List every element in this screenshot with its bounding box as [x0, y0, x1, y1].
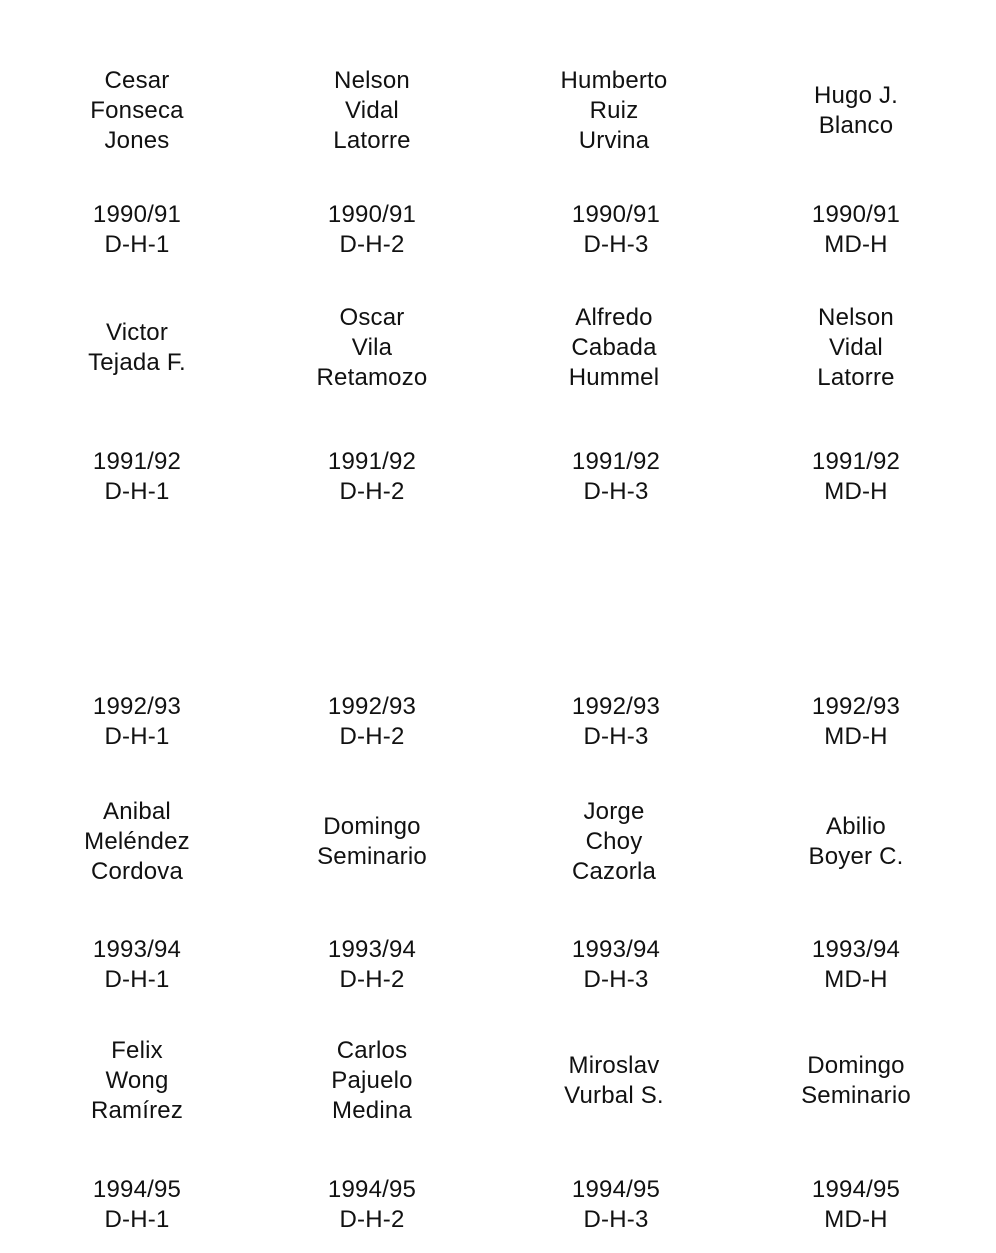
player-name-line: Latorre — [333, 127, 411, 154]
player-name — [746, 812, 966, 872]
division-text: D-H-3 — [583, 1206, 649, 1233]
season-text: 1994/95 — [92, 1176, 182, 1203]
player-name-line: Medina — [332, 1097, 412, 1124]
player-name-line: Seminario — [801, 1082, 911, 1109]
division-text: D-H-1 — [104, 966, 170, 993]
season-text: 1991/92 — [327, 448, 417, 475]
division-text: D-H-3 — [583, 478, 649, 505]
player-name-line: Vidal — [829, 334, 883, 361]
player-name-line: Carlos — [336, 1037, 408, 1064]
season-division-label — [506, 692, 726, 752]
player-name-line: Wong — [105, 1067, 169, 1094]
season-division-label — [27, 692, 247, 752]
division-text: MD-H — [824, 1206, 888, 1233]
player-name — [262, 812, 482, 872]
division-text: D-H-2 — [339, 1206, 405, 1233]
player-name-line: Nelson — [818, 304, 894, 331]
player-name — [27, 1036, 247, 1126]
division-text: D-H-1 — [104, 1206, 170, 1233]
season-division-label — [746, 935, 966, 995]
season-division-label — [506, 447, 726, 507]
season-division-label — [746, 447, 966, 507]
season-division-label — [27, 935, 247, 995]
season-division-label — [746, 1175, 966, 1235]
player-name-line: Abilio — [826, 813, 886, 840]
season-text: 1990/91 — [327, 201, 417, 228]
season-text: 1993/94 — [327, 936, 417, 963]
division-text: MD-H — [824, 478, 888, 505]
season-division-label — [27, 200, 247, 260]
season-text: 1991/92 — [92, 448, 182, 475]
player-name — [746, 1051, 966, 1111]
division-text: D-H-2 — [339, 966, 405, 993]
player-name-line: Vurbal S. — [564, 1082, 664, 1109]
season-text: 1991/92 — [811, 448, 901, 475]
season-text: 1993/94 — [811, 936, 901, 963]
player-name-line: Cesar — [104, 67, 170, 94]
player-name — [746, 303, 966, 393]
division-text: MD-H — [824, 966, 888, 993]
season-text: 1993/94 — [571, 936, 661, 963]
player-name-line: Retamozo — [316, 364, 428, 391]
player-name-line: Domingo — [323, 813, 421, 840]
season-text: 1994/95 — [327, 1176, 417, 1203]
player-name — [504, 66, 724, 156]
season-division-label — [746, 692, 966, 752]
player-name-line: Anibal — [103, 798, 171, 825]
division-text: D-H-3 — [583, 231, 649, 258]
player-name-line: Jones — [104, 127, 170, 154]
player-name-line: Oscar — [339, 304, 405, 331]
division-text: MD-H — [824, 723, 888, 750]
division-text: D-H-3 — [583, 966, 649, 993]
player-name-line: Meléndez — [84, 828, 190, 855]
player-name-line: Tejada F. — [88, 349, 186, 376]
season-division-label — [506, 935, 726, 995]
division-text: D-H-2 — [339, 723, 405, 750]
player-name — [27, 318, 247, 378]
division-text: D-H-1 — [104, 478, 170, 505]
player-name-line: Vidal — [345, 97, 399, 124]
player-name-line: Ramírez — [90, 1097, 184, 1124]
player-name-line: Victor — [105, 319, 169, 346]
player-name-line: Vila — [351, 334, 393, 361]
player-name-line: Alfredo — [575, 304, 653, 331]
player-name — [504, 303, 724, 393]
player-name-line: Cabada — [571, 334, 657, 361]
player-name — [27, 66, 247, 156]
division-text: D-H-1 — [104, 231, 170, 258]
player-name-line: Humberto — [560, 67, 668, 94]
player-name-line: Cordova — [90, 858, 184, 885]
player-name-line: Jorge — [583, 798, 645, 825]
season-text: 1991/92 — [571, 448, 661, 475]
player-name-line: Pajuelo — [331, 1067, 413, 1094]
player-name-line: Seminario — [317, 843, 427, 870]
division-text: D-H-2 — [339, 478, 405, 505]
season-text: 1993/94 — [92, 936, 182, 963]
player-name-line: Domingo — [807, 1052, 905, 1079]
season-text: 1990/91 — [811, 201, 901, 228]
division-text: MD-H — [824, 231, 888, 258]
season-text: 1990/91 — [571, 201, 661, 228]
season-text: 1992/93 — [811, 693, 901, 720]
player-name-line: Blanco — [818, 112, 894, 139]
player-name — [746, 81, 966, 141]
season-division-label — [506, 1175, 726, 1235]
season-text: 1992/93 — [327, 693, 417, 720]
player-name-line: Choy — [585, 828, 643, 855]
season-division-label — [262, 447, 482, 507]
season-text: 1994/95 — [571, 1176, 661, 1203]
season-division-label — [262, 1175, 482, 1235]
season-text: 1994/95 — [811, 1176, 901, 1203]
player-name-line: Hugo J. — [813, 82, 899, 109]
season-division-label — [746, 200, 966, 260]
season-text: 1992/93 — [92, 693, 182, 720]
season-division-label — [262, 200, 482, 260]
player-name-line: Cazorla — [571, 858, 657, 885]
division-text: D-H-3 — [583, 723, 649, 750]
season-division-label — [262, 692, 482, 752]
division-text: D-H-2 — [339, 231, 405, 258]
player-name-line: Fonseca — [90, 97, 184, 124]
player-name — [262, 66, 482, 156]
player-name — [27, 797, 247, 887]
player-name-line: Felix — [111, 1037, 163, 1064]
season-text: 1990/91 — [92, 201, 182, 228]
player-name — [504, 797, 724, 887]
player-name — [262, 303, 482, 393]
season-text: 1992/93 — [571, 693, 661, 720]
player-name-line: Ruiz — [589, 97, 639, 124]
season-division-label — [27, 447, 247, 507]
player-name-line: Nelson — [334, 67, 410, 94]
player-name-line: Latorre — [817, 364, 895, 391]
season-division-label — [27, 1175, 247, 1235]
player-name — [504, 1051, 724, 1111]
division-text: D-H-1 — [104, 723, 170, 750]
player-name-line: Miroslav — [568, 1052, 660, 1079]
season-division-label — [262, 935, 482, 995]
season-division-label — [506, 200, 726, 260]
player-name-line: Hummel — [568, 364, 660, 391]
player-name — [262, 1036, 482, 1126]
player-name-line: Urvina — [578, 127, 650, 154]
player-name-line: Boyer C. — [808, 843, 904, 870]
